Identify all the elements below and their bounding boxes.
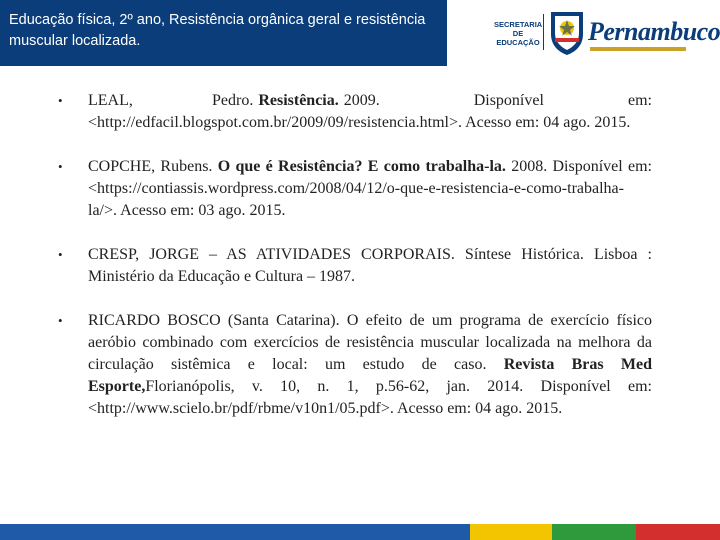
logo-divider xyxy=(543,14,544,50)
reference-list xyxy=(58,90,652,442)
reference-title: Revista Bras Med Esporte, xyxy=(88,356,652,395)
footer-bar-red xyxy=(636,524,720,540)
pernambuco-logo-text: Pernambuco xyxy=(588,17,720,46)
bullet: • xyxy=(58,93,63,108)
bullet: • xyxy=(58,313,63,328)
reference-text: LEAL, Pedro. xyxy=(88,92,259,109)
footer-bar-green xyxy=(552,524,636,540)
title-box xyxy=(0,0,447,66)
footer-bar-blue xyxy=(0,524,470,540)
reference-item xyxy=(58,90,652,134)
reference-text: RICARDO BOSCO (Santa Catarina). O efeito de um programa de exercício físico aeróbio combinado com exercícios de resistência muscular localizada na melhora da circulação sistêmica e local: um estudo de caso. xyxy=(88,312,652,373)
reference-text: COPCHE, Rubens. xyxy=(88,158,218,175)
reference-item xyxy=(58,244,652,288)
reference-text: Florianópolis, v. 10, n. 1, p.56-62, jan. 2014. Disponível em: <http://www.scielo.br/pdf/rbme/v10n1/05.pdf>. Acesso em: 04 ago. 2015. xyxy=(88,378,652,417)
reference-item xyxy=(58,156,652,222)
bullet: • xyxy=(58,247,63,262)
header xyxy=(0,0,720,66)
reference-title: O que é Resistência? E como trabalha-la. xyxy=(217,158,506,175)
pernambuco-wordmark xyxy=(588,13,720,57)
reference-text: 2009. Disponível em: <http://edfacil.blogspot.com.br/2009/09/resistencia.html>. Acesso em: 04 ago. 2015. xyxy=(88,92,653,131)
reference-text: CRESP, JORGE – AS ATIVIDADES CORPORAIS. Síntese Histórica. Lisboa : Ministério da Educação e Cultura – 1987. xyxy=(88,246,652,285)
secretaria-logo xyxy=(494,14,542,50)
slide-title: Educação física, 2º ano, Resistência orgânica geral e resistência muscular localizada. xyxy=(9,12,426,49)
footer-bar-yellow xyxy=(470,524,552,540)
secretaria-label: SECRETARIA DE EDUCAÇÃO xyxy=(494,20,543,47)
logo-tag-bar xyxy=(590,47,686,51)
reference-title: Resistência. xyxy=(258,92,339,109)
reference-text: 2008. Disponível em: <https://contiassis.wordpress.com/2008/04/12/o-que-e-resistencia-e-como-trabalha-la/>. Acesso em: 03 ago. 2015. xyxy=(88,158,652,219)
reference-item xyxy=(58,310,652,420)
state-crest-icon xyxy=(547,8,587,56)
bullet: • xyxy=(58,159,63,174)
